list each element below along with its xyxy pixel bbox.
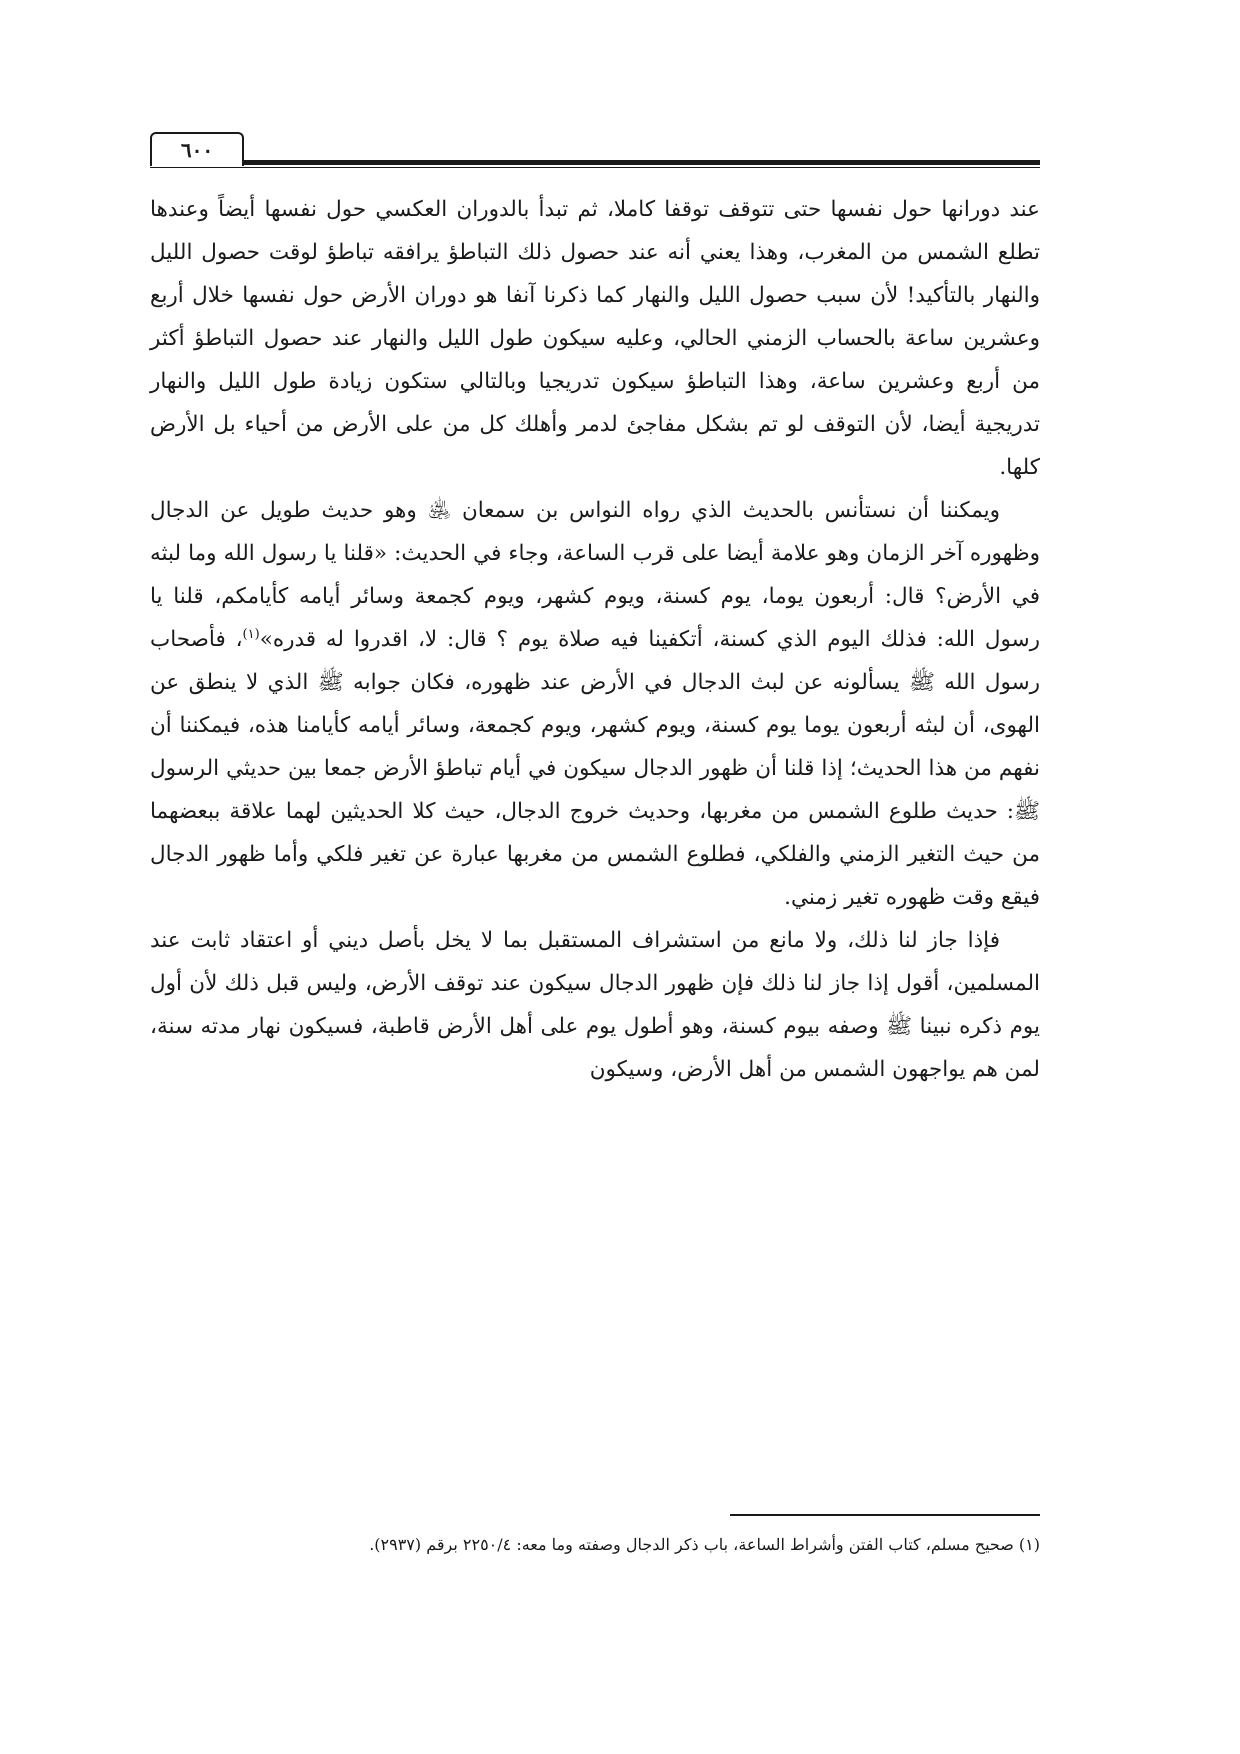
paragraph-2-part-1: ويمكننا أن نستأنس بالحديث الذي رواه النواس بن سمعان ﵁ وهو حديث طويل عن الدجال وظهوره آخر الزمان وهو علامة أيضا على قرب الساعة، وجاء في الحديث: «قلنا يا رسول الله وما لبثه في الأرض؟ قال: أربعون يوما، يوم كسنة، ويوم كشهر، ويوم كجمعة وسائر أيامه كأيامكم، قلنا يا رسول الله: فذلك اليوم الذي كسنة، أتكفينا فيه صلاة يوم ؟ قال: لا، اقدروا له قدره» — [150, 498, 1040, 652]
page-number: ٦٠٠ — [150, 132, 244, 166]
paragraph-1: عند دورانها حول نفسها حتى تتوقف توقفا كاملا، ثم تبدأ بالدوران العكسي حول نفسها أيضاً وعندها تطلع الشمس من المغرب، وهذا يعني أنه عند حصول ذلك التباطؤ يرافقه تباطؤ لوقت حصول الليل والنهار بالتأكيد! لأن سبب حصول الليل والنهار كما ذكرنا آنفا هو دوران الأرض حول نفسها خلال أربع وعشرين ساعة بالحساب الزمني الحالي، وعليه سيكون طول الليل والنهار عند حصول التباطؤ أكثر من أربع وعشرين ساعة، وهذا التباطؤ سيكون تدريجيا وبالتالي ستكون زيادة طول الليل والنهار تدريجية أيضا، لأن التوقف لو تم بشكل مفاجئ لدمر وأهلك كل من على الأرض من أحياء بل الأرض كلها. — [150, 197, 1040, 480]
header-rule-thin — [150, 167, 1040, 168]
footnote-marker: (١) — [242, 626, 260, 642]
body-text — [150, 188, 1040, 1091]
header-rule — [150, 160, 1040, 165]
page-header — [150, 132, 1040, 168]
footnote: (١) صحيح مسلم، كتاب الفتن وأشراط الساعة، باب ذكر الدجال وصفته وما معه: ٢٢٥٠/٤ برقم (٢٩٣٧). — [369, 1535, 1040, 1554]
paragraph-3: فإذا جاز لنا ذلك، ولا مانع من استشراف المستقبل بما لا يخل بأصل ديني أو اعتقاد ثابت عند المسلمين، أقول إذا جاز لنا ذلك فإن ظهور الدجال سيكون عند توقف الأرض، وليس قبل ذلك لأن أول يوم ذكره نبينا ﷺ وصفه بيوم كسنة، وهو أطول يوم على أهل الأرض قاطبة، فسيكون نهار مدته سنة، لمن هم يواجهون الشمس من أهل الأرض، وسيكون — [150, 928, 1040, 1082]
footnote-divider — [730, 1514, 1040, 1516]
paragraph-2 — [150, 489, 1040, 919]
paragraph-2-part-2: ، فأصحاب رسول الله ﷺ يسألونه عن لبث الدجال في الأرض عند ظهوره، فكان جوابه ﷺ الذي لا ينطق عن الهوى، أن لبثه أربعون يوما يوم كسنة، ويوم كشهر، ويوم كجمعة، وسائر أيامه كأيامنا هذه، فيمكننا أن نفهم من هذا الحديث؛ إذا قلنا أن ظهور الدجال سيكون في أيام تباطؤ الأرض جمعا بين حديثي الرسول ﷺ: حديث طلوع الشمس من مغربها، وحديث خروج الدجال، حيث كلا الحديثين لهما علاقة ببعضهما من حيث التغير الزمني والفلكي، فطلوع الشمس من مغربها عبارة عن تغير فلكي وأما ظهور الدجال فيقع وقت ظهوره تغير زمني. — [150, 627, 1040, 910]
